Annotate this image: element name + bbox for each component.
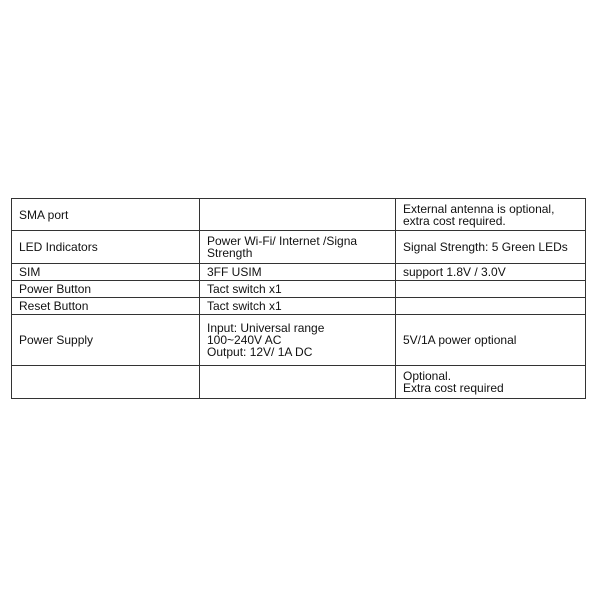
table-row — [12, 199, 586, 231]
table-row — [12, 231, 586, 264]
row-note — [396, 298, 586, 315]
row-label-text: SMA port — [19, 207, 69, 222]
table-row — [12, 298, 586, 315]
table-row — [12, 281, 586, 298]
row-note-line: Extra cost required — [403, 381, 504, 395]
row-detail — [200, 298, 396, 315]
row-note-line: External antenna is optional, — [403, 201, 555, 216]
row-note — [396, 199, 586, 231]
row-detail-line: Tact switch x1 — [207, 282, 282, 296]
row-note — [396, 366, 586, 399]
row-label-text: Power Button — [19, 282, 92, 296]
row-note — [396, 231, 586, 264]
row-note-line: 5V/1A power optional — [403, 333, 517, 347]
row-label-text: Reset Button — [19, 299, 89, 313]
row-note-line: support 1.8V / 3.0V — [403, 265, 506, 279]
row-note — [396, 264, 586, 281]
row-note — [396, 281, 586, 298]
row-label — [12, 264, 200, 281]
row-label — [12, 281, 200, 298]
row-detail-line: Power Wi-Fi/ Internet /Signa — [207, 234, 358, 248]
row-detail — [200, 281, 396, 298]
row-detail-line: 3FF USIM — [207, 265, 262, 279]
table-row — [12, 264, 586, 281]
row-detail-line: Strength — [207, 246, 253, 260]
row-note-line: extra cost required. — [403, 213, 506, 228]
row-detail-line: Tact switch x1 — [207, 299, 282, 313]
row-note-line: Signal Strength: 5 Green LEDs — [403, 240, 568, 254]
row-note — [396, 315, 586, 366]
row-detail — [200, 366, 396, 399]
row-label — [12, 199, 200, 231]
row-detail-line: Input: Universal range — [207, 321, 325, 335]
spec-table — [11, 198, 586, 399]
row-label — [12, 298, 200, 315]
table-row — [12, 366, 586, 399]
row-label — [12, 366, 200, 399]
row-detail-line: Output: 12V/ 1A DC — [207, 345, 313, 359]
row-label-text: SIM — [19, 265, 41, 279]
row-detail-line: 100~240V AC — [207, 333, 282, 347]
row-note-line: Optional. — [403, 369, 452, 383]
row-label-text: LED Indicators — [19, 240, 98, 254]
row-detail — [200, 264, 396, 281]
row-detail — [200, 199, 396, 231]
table-row — [12, 315, 586, 366]
row-label-text: Power Supply — [19, 333, 94, 347]
row-detail — [200, 315, 396, 366]
row-detail — [200, 231, 396, 264]
row-label — [12, 231, 200, 264]
row-label — [12, 315, 200, 366]
